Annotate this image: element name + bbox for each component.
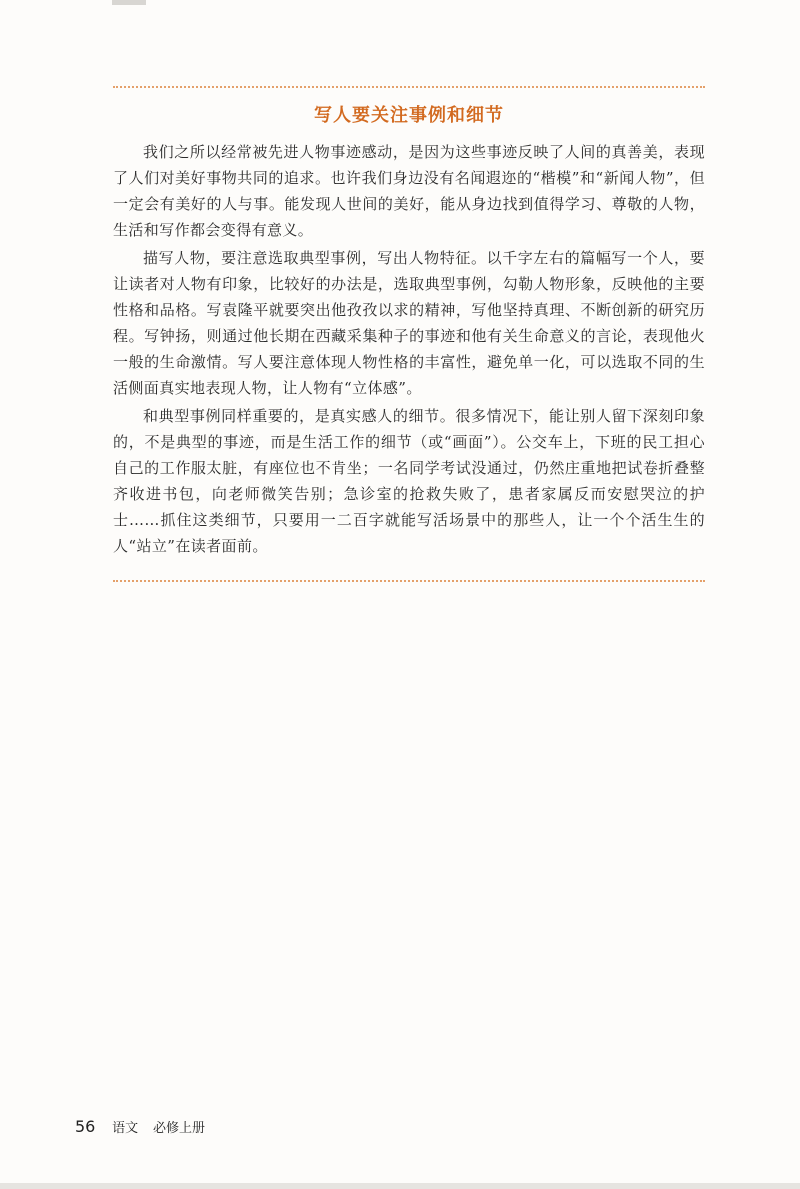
scan-edge-mark — [112, 0, 146, 5]
top-dotted-divider — [113, 86, 705, 88]
book-subject: 语文 — [112, 1121, 139, 1136]
page-footer — [75, 1117, 205, 1136]
section-title: 写人要关注事例和细节 — [314, 105, 504, 126]
paragraph-1: 我们之所以经常被先进人物事迹感动，是因为这些事迹反映了人间的真善美，表现了人们对美好事物共同的追求。也许我们身边没有名闻遐迩的“楷模”和“新闻人物”，但一定会有美好的人与事。能发现人世间的美好，能从身边找到值得学习、尊敬的人物，生活和写作都会变得有意义。 — [113, 143, 705, 239]
paragraph-3: 和典型事例同样重要的，是真实感人的细节。很多情况下，能让别人留下深刻印象的，不是典型的事迹，而是生活工作的细节（或“画面”）。公交车上，下班的民工担心自己的工作服太脏，有座位也不肯坐；一名同学考试没通过，仍然庄重地把试卷折叠整齐收进书包，向老师微笑告别；急诊室的抢救失败了，患者家属反而安慰哭泣的护士……抓住这类细节，只要用一二百字就能写活场景中的那些人，让一个个活生生的人“站立”在读者面前。 — [113, 407, 705, 555]
scan-bottom-edge — [0, 1183, 800, 1189]
page-number: 56 — [75, 1117, 96, 1136]
article-body — [113, 139, 705, 561]
bottom-dotted-divider — [113, 580, 705, 582]
book-volume: 必修上册 — [152, 1121, 205, 1136]
paragraph-2: 描写人物，要注意选取典型事例，写出人物特征。以千字左右的篇幅写一个人，要让读者对人物有印象，比较好的办法是，选取典型事例，勾勒人物形象，反映他的主要性格和品格。写袁隆平就要突出他孜孜以求的精神，写他坚持真理、不断创新的研究历程。写钟扬，则通过他长期在西藏采集种子的事迹和他有关生命意义的言论，表现他火一般的生命激情。写人要注意体现人物性格的丰富性，避免单一化，可以选取不同的生活侧面真实地表现人物，让人物有“立体感”。 — [113, 249, 705, 397]
